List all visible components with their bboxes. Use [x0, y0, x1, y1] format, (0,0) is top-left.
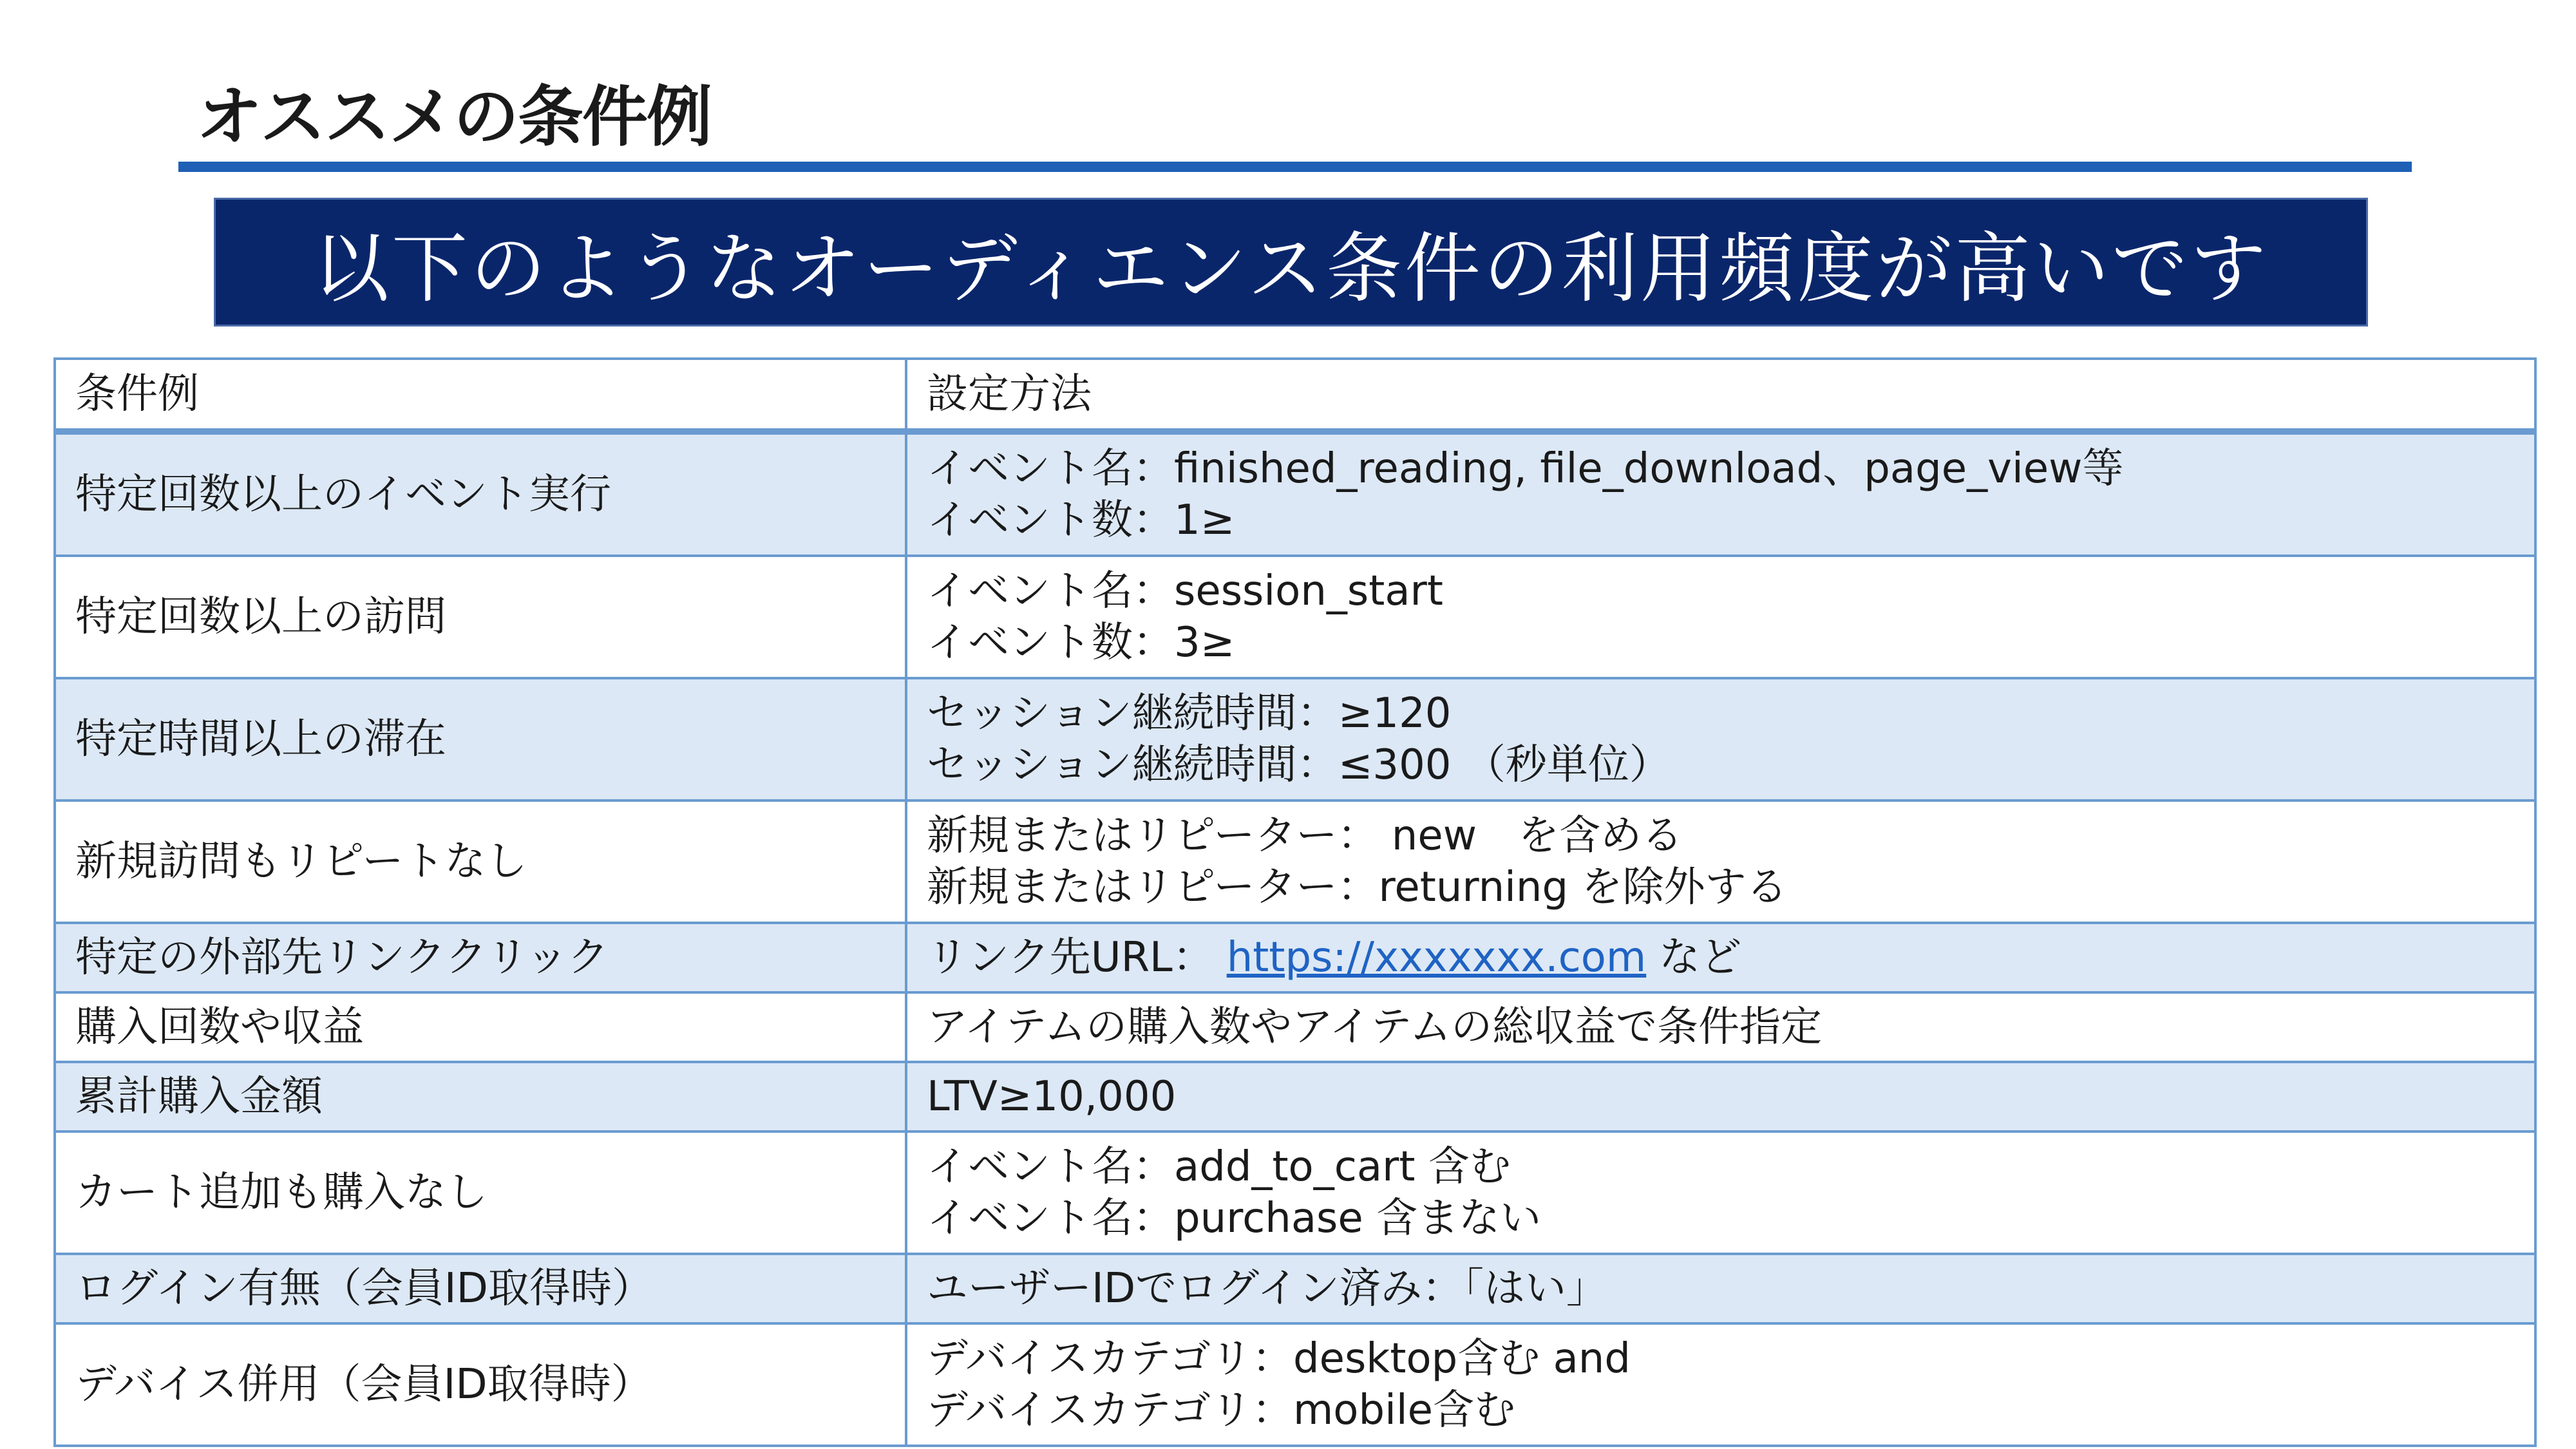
method-line: アイテムの購入数やアイテムの総収益で条件指定	[927, 1003, 1823, 1051]
condition-cell: 累計購入金額	[55, 1062, 906, 1132]
method-cell	[906, 678, 2535, 800]
condition-cell: 特定の外部先リンククリック	[55, 923, 906, 992]
method-line: イベント名：session_start	[927, 567, 1443, 615]
condition-cell: 特定回数以上のイベント実行	[55, 431, 906, 556]
method-line: デバイスカテゴリ：desktop含む and	[927, 1335, 1631, 1383]
method-line: イベント名：finished_reading, file_download、page_view等	[927, 445, 2124, 493]
method-line: イベント名：add_to_cart 含む	[927, 1143, 1511, 1191]
method-line: デバイスカテゴリ：mobile含む	[927, 1387, 1516, 1434]
link-prefix: リンク先URL：	[927, 934, 1214, 981]
method-line: 新規またはリピーター：returning を除外する	[927, 864, 1788, 911]
method-line: ユーザーIDでログイン済み：「はい」	[927, 1265, 1607, 1312]
method-line: セッション継続時間：≥120	[927, 690, 1452, 737]
table-row	[55, 923, 2535, 992]
condition-cell: 特定回数以上の訪問	[55, 556, 906, 678]
method-cell	[906, 431, 2535, 556]
method-line: 新規またはリピーター： new を含める	[927, 812, 1683, 860]
method-line: イベント数：1≥	[927, 497, 1235, 544]
method-cell	[906, 1132, 2535, 1254]
method-line: イベント名：purchase 含まない	[927, 1195, 1542, 1242]
condition-cell: 購入回数や収益	[55, 992, 906, 1062]
method-line: セッション継続時間：≤300 （秒単位）	[927, 741, 1671, 789]
table-row	[55, 431, 2535, 556]
method-cell	[906, 992, 2535, 1062]
method-line: LTV≥10,000	[927, 1073, 1177, 1121]
condition-cell: デバイス併用（会員ID取得時）	[55, 1323, 906, 1446]
table-row	[55, 556, 2535, 678]
condition-cell: 特定時間以上の滞在	[55, 678, 906, 800]
header-method: 設定方法	[906, 359, 2535, 431]
slide-title: オススメの条件例	[196, 79, 711, 156]
link-suffix: など	[1659, 934, 1742, 981]
condition-cell: ログイン有無（会員ID取得時）	[55, 1254, 906, 1323]
method-cell	[906, 556, 2535, 678]
table-row	[55, 1323, 2535, 1446]
method-cell	[906, 1323, 2535, 1446]
table-header-row	[55, 359, 2535, 431]
table-row	[55, 1254, 2535, 1323]
title-underline	[178, 162, 2412, 172]
summary-banner	[214, 198, 2368, 327]
banner-text: 以下のようなオーディエンス条件の利用頻度が高いです	[312, 224, 2269, 313]
table-row	[55, 1132, 2535, 1254]
table-row	[55, 800, 2535, 923]
header-condition: 条件例	[55, 359, 906, 431]
destination-url-link[interactable]: https://xxxxxxx.com	[1226, 934, 1647, 981]
method-cell	[906, 1254, 2535, 1323]
method-line: イベント数：3≥	[927, 619, 1235, 667]
conditions-table	[53, 357, 2537, 1447]
condition-cell: 新規訪問もリピートなし	[55, 800, 906, 923]
method-cell	[906, 923, 2535, 992]
method-cell	[906, 800, 2535, 923]
table-row	[55, 678, 2535, 800]
table-row	[55, 1062, 2535, 1132]
method-cell	[906, 1062, 2535, 1132]
table-row	[55, 992, 2535, 1062]
condition-cell: カート追加も購入なし	[55, 1132, 906, 1254]
